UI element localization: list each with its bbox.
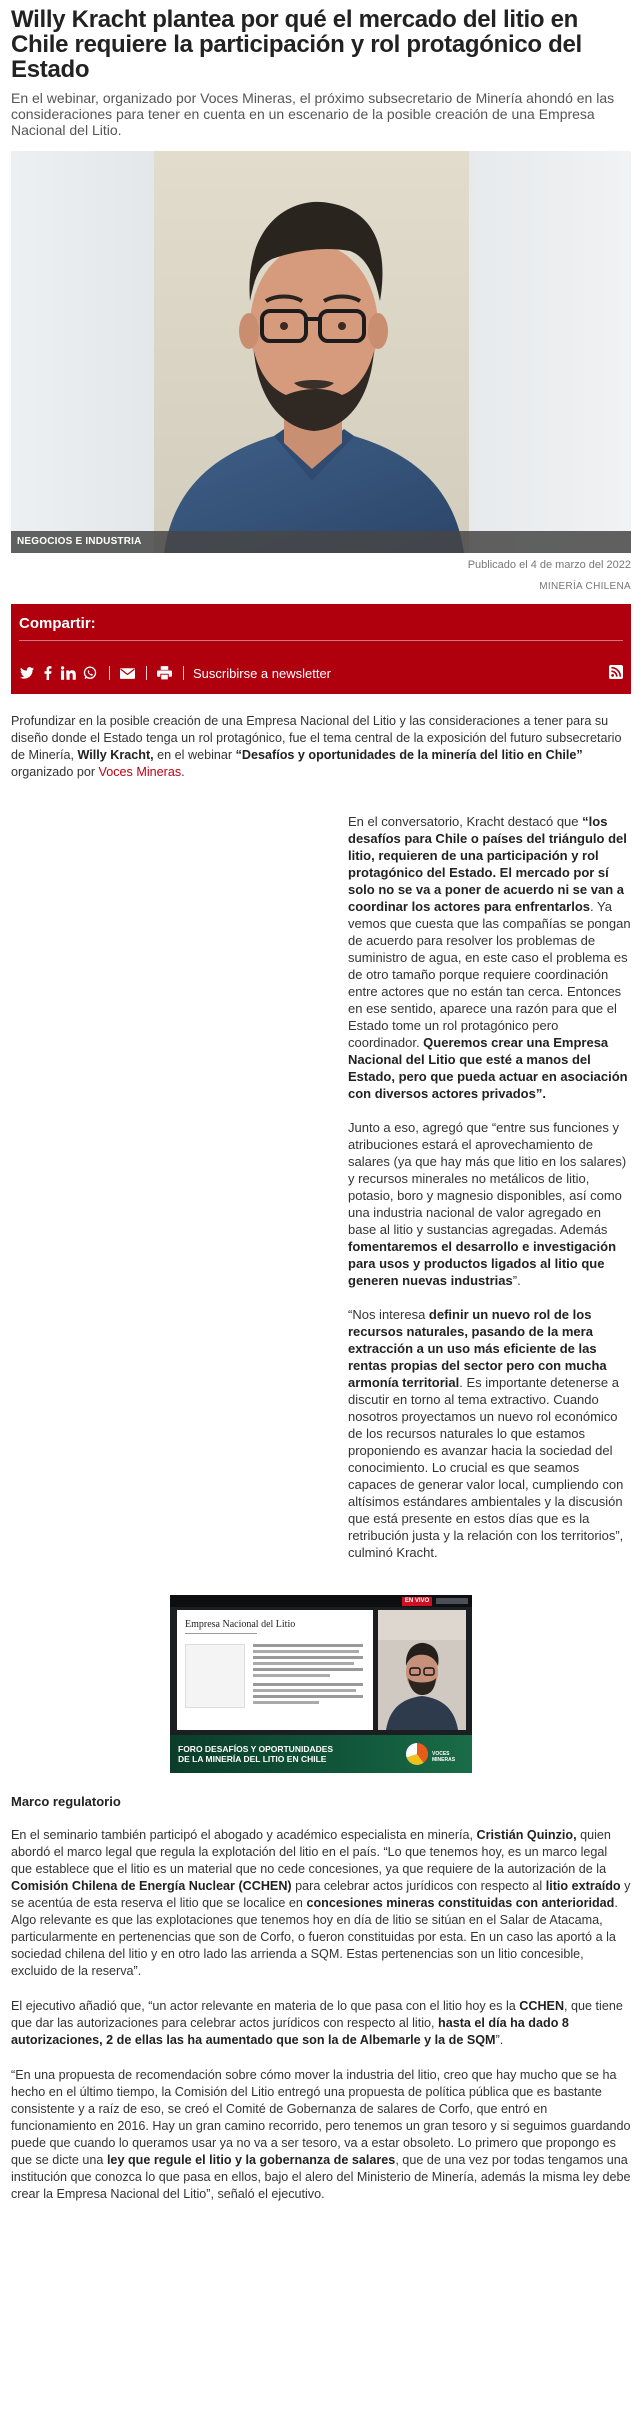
column-paragraph: Junto a eso, agregó que “entre sus funciones y atribuciones estará el aprovechamiento de salares (ya que hay más que litio en los salares) y recursos minerales no metálicos de litio, potasio, boro y magnesio disponibles, así como una industria nacional de valor agregado en base al litio y sustancias agregadas. Además fomentaremos el desarrollo e investigación para usos y productos ligados al litio que generen nuevas industrias”. xyxy=(348,1120,627,1288)
speaker-thumbnail xyxy=(378,1610,466,1730)
section-paragraph: El ejecutivo añadió que, “un actor relevante en materia de lo que pasa con el litio hoy es la CCHEN, que tiene que dar las autorizaciones para celebrar actos jurídicos con respecto al litio, hasta el día ha dado 8 autorizaciones, 2 de ellas las ha aumentado que son la de Albemarle y la de SQM”. xyxy=(11,1999,623,2047)
section-paragraph: En el seminario también participó el abogado y académico especialista en minería, Cristián Quinzio, quien abordó el marco legal que regula la explotación del litio en el país. “Lo que tenemos hoy, es un marco legal que establece que el litio es un material que no cede concesiones, ya que requiere de la autorización de la Comisión Chilena de Energía Nuclear (CCHEN) para celebrar actos jurídicos con respecto al litio extraído y se acentúa de esta reserva el litio que se localice en concesiones mineras constituidas con anterioridad. Algo relevante es que las explotaciones que tenemos hoy en día de litio se sitúan en el Salar de Atacama, particularmente en pertenencias que son de Corfo, o fueron constituidas por esta. En un caso las aportó a la sociedad chilena del litio y en otro lado las arrienda a SQM. Estas pertenencias son un litio concesible, excluido de la reserva”. xyxy=(11,1828,631,1978)
print-icon[interactable] xyxy=(156,665,172,681)
article-lead: En el webinar, organizado por Voces Mineras, el próximo subsecretario de Minería ahondó en las consideraciones para tener en cuenta en un escenario de la posible creación de una Empresa Nacional del Litio. xyxy=(11,90,615,138)
whatsapp-icon[interactable] xyxy=(82,665,98,681)
category-badge[interactable]: NEGOCIOS E INDUSTRIA xyxy=(11,531,631,553)
article-meta xyxy=(11,558,631,594)
article-title: Willy Kracht plantea por qué el mercado del litio en Chile requiere la participación y rol protagónico del Estado xyxy=(11,6,582,83)
facebook-icon[interactable] xyxy=(40,665,56,681)
column-paragraph: “Nos interesa definir un nuevo rol de los recursos naturales, pasando de la mera extracción a un uso más eficiente de las rentas propias del sector pero con mucha armonía territorial. Es importante detenerse a discutir en torno al tema extractivo. Cuando nosotros proyectamos un nuevo rol económico de los recursos naturales lo que estamos proponiendo es avanzar hacia la sociedad del conocimiento. Lo crucial es que seamos capaces de generar valor local, cumpliendo con altísimos estándares ambientales y la discusión que está presente en estos días que es la retribución justa y la relación con los territorios”, culminó Kracht. xyxy=(348,1307,624,1560)
section-paragraph: “En una propuesta de recomendación sobre cómo mover la industria del litio, creo que hay mucho que se ha hecho en el último tiempo, la Comisión del Litio entregó una propuesta de política pública que es bastante consistente y a raíz de eso, se creó el Comité de Gobernanza de salares de Corfo, que entró en funcionamiento en 2016. Hay un gran camino recorrido, pero tenemos un gran tesoro y si seguimos guardando puede que cuando lo queramos usar ya no va a ser tesoro, va a estar obsoleto. Lo primero que propongo es que se dicte una ley que regule el litio y la gobernanza de salares, que de una vez por todas tengamos una institución que conozca lo que pasa en ellos, bajo el alero del Ministerio de Minería, además la misma ley debe crear la Empresa Nacional del Litio”, señaló el ejecutivo. xyxy=(11,2068,631,2201)
voces-mineras-link[interactable]: Voces Mineras xyxy=(98,765,182,779)
rss-icon[interactable] xyxy=(609,665,623,679)
section-body xyxy=(11,1827,631,2203)
hero-image xyxy=(11,151,631,553)
voces-mineras-logo-icon xyxy=(406,1743,428,1765)
section-heading: Marco regulatorio xyxy=(11,1794,121,1809)
column-paragraph: En el conversatorio, Kracht destacó que “los desafíos para Chile o países del triángulo del litio, requieren de una participación y rol protagónico del Estado. El mercado por sí solo no se va a poner de acuerdo ni se van a coordinar los actores para enfrentarlos. Ya vemos que cuesta que las compañías se pongan de acuerdo para resolver los problemas de suministro de agua, en este caso el problema es de otro tamaño porque requiere coordinación entre actores que no están tan cerca. Entonces en ese sentido, aparece una razón para que el Estado tome un rol protagónico pero coordinador. Queremos crear una Empresa Nacional del Litio que esté a manos del Estado, pero que pueda actuar en asociación con diversos actores privados”. xyxy=(348,814,631,1101)
linkedin-icon[interactable] xyxy=(61,665,77,681)
portrait-photo xyxy=(154,151,469,553)
speaker-webcam xyxy=(378,1610,466,1730)
live-badge: EN VIVO xyxy=(402,1597,432,1606)
right-column xyxy=(348,813,631,1561)
share-label: Compartir: xyxy=(19,615,96,632)
share-bar xyxy=(11,604,631,694)
share-icons xyxy=(19,664,331,682)
slide-panel xyxy=(177,1610,373,1730)
webinar-video-frame[interactable] xyxy=(170,1595,472,1773)
intro-paragraph: Profundizar en la posible creación de una Empresa Nacional del Litio y las consideraciones a tener para su diseño donde el Estado tenga un rol protagónico, fue el tema central de la exposición del futuro subsecretario de Minería, Willy Kracht, en el webinar “Desafíos y oportunidades de la minería del litio en Chile” organizado por Voces Mineras. xyxy=(11,714,622,779)
twitter-icon[interactable] xyxy=(19,665,35,681)
slide-title: Empresa Nacional del Litio xyxy=(185,1619,296,1630)
article-source: MINERÍA CHILENA xyxy=(539,581,631,592)
publish-date: Publicado el 4 de marzo del 2022 xyxy=(467,559,631,571)
banner-line1: FORO DESAFÍOS Y OPORTUNIDADES xyxy=(178,1744,334,1754)
webinar-banner xyxy=(170,1735,472,1773)
newsletter-link[interactable]: Suscribirse a newsletter xyxy=(193,665,331,681)
portrait-illustration xyxy=(154,151,469,553)
email-icon[interactable] xyxy=(119,665,135,681)
banner-line2: DE LA MINERÍA DEL LITIO EN CHILE xyxy=(178,1754,327,1764)
logo-text: VOCES MINERAS xyxy=(432,1751,456,1763)
